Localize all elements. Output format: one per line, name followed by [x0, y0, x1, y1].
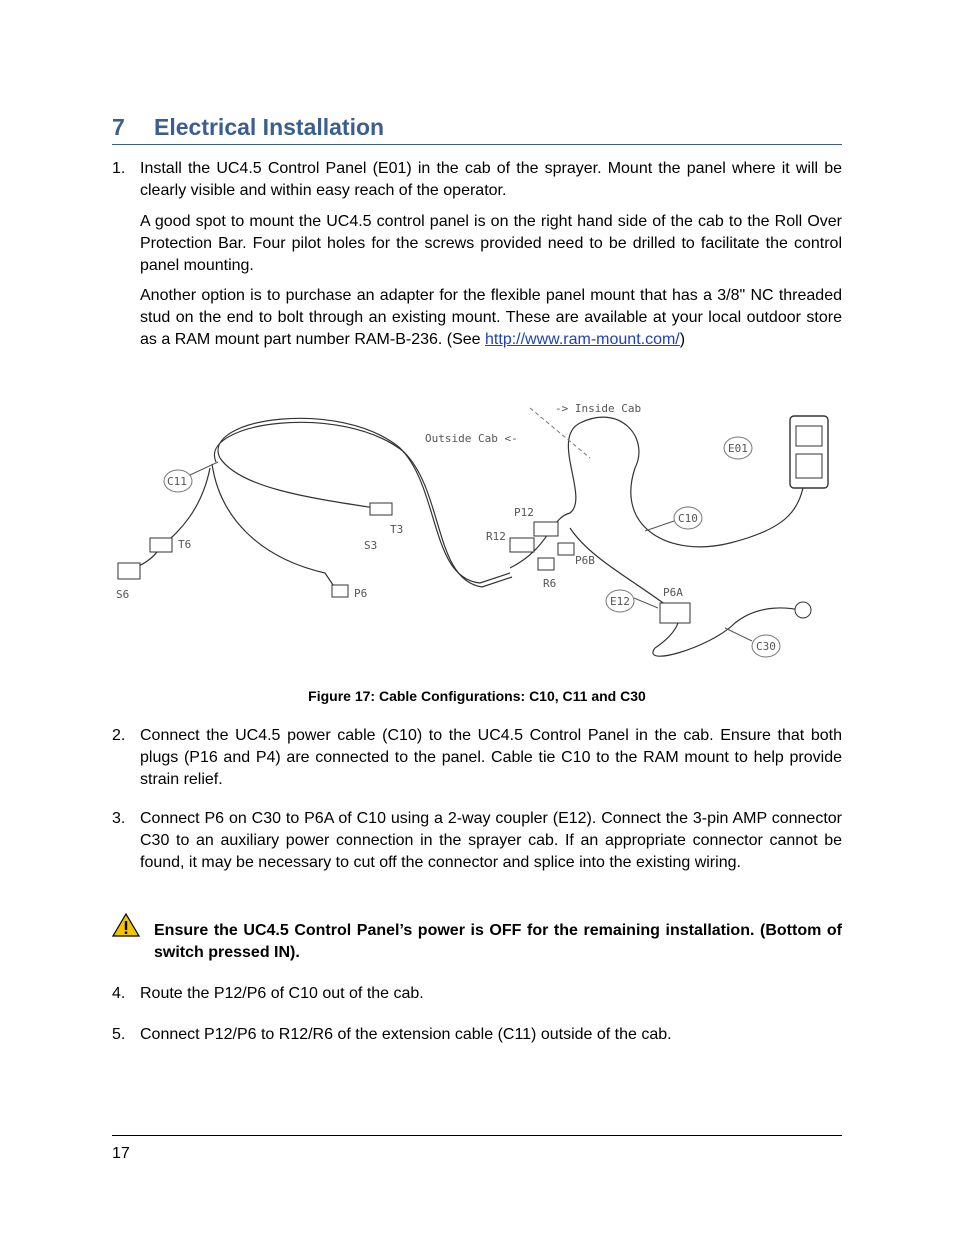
paragraph-text: Another option is to purchase an adapter for the flexible panel mount that has a 3/8" NC threaded stud on the end to bolt through an existing mount. These are available at your local outdoor store as a RAM mount part number RAM-B-236. (See — [140, 287, 842, 348]
r12-connector — [510, 538, 534, 552]
r6-connector — [538, 558, 554, 570]
c30-leader — [725, 628, 752, 641]
step-5-text: Connect P12/P6 to R12/R6 of the extension cable (C11) outside of the cab. — [140, 1026, 672, 1043]
label-r6: R6 — [543, 577, 557, 590]
step-3-text: Connect P6 on C30 to P6A of C10 using a 2-way coupler (E12). Connect the 3-pin AMP connector C30 to an auxiliary power connection in the sprayer cab. If an appropriate connector cannot be found, it may be necessary to cut off the connector and splice into the existing wiring. — [140, 810, 842, 871]
label-e12: E12 — [610, 595, 630, 608]
e12-coupler — [660, 603, 690, 623]
label-t6: T6 — [178, 538, 192, 551]
label-s3: S3 — [364, 539, 378, 552]
warning-icon — [112, 913, 140, 937]
label-c10: C10 — [678, 512, 698, 525]
step-2-text: Connect the UC4.5 power cable (C10) to the UC4.5 Control Panel in the cab. Ensure that both plugs (P16 and P4) are connected to the panel. Cable tie C10 to the RAM mount to help provide strain relief. — [140, 727, 842, 788]
step-number: 3. — [112, 810, 126, 827]
c11-cable-outer — [214, 422, 512, 587]
label-p12: P12 — [514, 506, 534, 519]
label-c30: C30 — [756, 640, 776, 653]
cab-divider — [530, 408, 590, 458]
label-p6b: P6B — [575, 554, 595, 567]
label-inside-cab: -> Inside Cab — [555, 402, 642, 415]
label-s6: S6 — [116, 588, 130, 601]
footer-rule — [112, 1135, 842, 1136]
p6b-connector — [558, 543, 574, 555]
label-p6: P6 — [354, 587, 368, 600]
cable-diagram-svg — [110, 398, 844, 680]
step-1-paragraph-1: Install the UC4.5 Control Panel (E01) in the cab of the sprayer. Mount the panel where it will be clearly visible and within easy reach of the operator. — [140, 160, 842, 199]
label-p6a: P6A — [663, 586, 683, 599]
label-e01: E01 — [728, 442, 748, 455]
warning-text: Ensure the UC4.5 Control Panel’s power is OFF for the remaining installation. (Bottom of switch pressed IN). — [154, 922, 842, 961]
e12-leader — [634, 598, 658, 608]
page-number: 17 — [112, 1145, 130, 1162]
figure-caption: Figure 17: Cable Configurations: C10, C11 and C30 — [308, 688, 646, 704]
step-number: 5. — [112, 1026, 126, 1043]
step-1-paragraph-2: A good spot to mount the UC4.5 control panel is on the right hand side of the cab to the Roll Over Protection Bar. Four pilot holes for the screws provided need to be drilled to facilitate the control panel mounting. — [140, 213, 842, 274]
p6-branch — [212, 464, 335, 588]
label-t3: T3 — [390, 523, 404, 536]
control-panel-buttons — [796, 454, 822, 478]
p12-connector — [534, 522, 558, 536]
step-number: 4. — [112, 985, 126, 1002]
section-title: Electrical Installation — [154, 114, 385, 140]
step-1-paragraph-3 — [140, 285, 842, 351]
p6-connector — [332, 585, 348, 597]
section-number: 7 — [112, 114, 125, 140]
t6-connector — [150, 538, 172, 552]
control-panel-screen — [796, 426, 822, 446]
label-r12: R12 — [486, 530, 506, 543]
step-number: 1. — [112, 160, 126, 177]
cable-diagram — [110, 398, 844, 680]
section-heading — [112, 112, 842, 145]
step-number: 2. — [112, 727, 126, 744]
c10-cable — [510, 417, 805, 568]
c30-amp-connector — [795, 602, 811, 618]
label-outside-cab: Outside Cab <- — [425, 432, 518, 445]
step-4-text: Route the P12/P6 of C10 out of the cab. — [140, 985, 424, 1002]
label-c11: C11 — [167, 475, 187, 488]
t3-connector — [370, 503, 392, 515]
ram-mount-link[interactable]: http://www.ram-mount.com/ — [485, 331, 680, 348]
s6-connector — [118, 563, 140, 579]
t3-branch — [220, 458, 375, 508]
paragraph-end: ) — [679, 331, 686, 348]
c10-leader — [645, 521, 674, 531]
